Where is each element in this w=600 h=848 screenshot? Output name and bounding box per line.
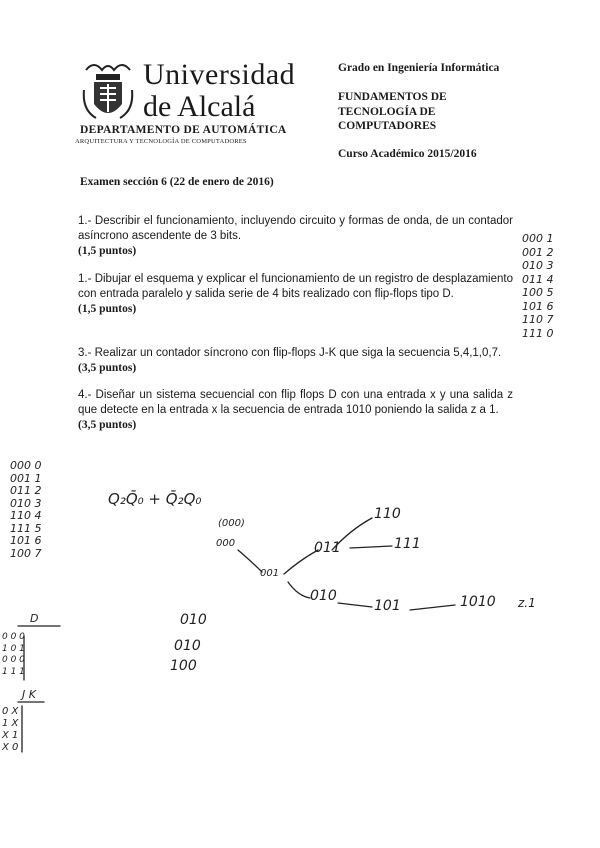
hand-row: 100 5: [522, 286, 554, 299]
state-000: 000: [216, 538, 236, 549]
hand-row: 0 X: [2, 706, 19, 717]
hand-row: 1 0 1: [2, 643, 25, 654]
output-z-1: z.1: [518, 596, 536, 610]
hand-row: 001 1: [10, 471, 42, 485]
question-points: (3,5 puntos): [78, 362, 137, 374]
hand-row: 0 0 0: [2, 632, 25, 642]
hand-row: 0 0 0: [2, 655, 25, 665]
hand-row: 110 4: [10, 509, 42, 522]
hand-row: 010 3: [522, 259, 554, 272]
department-subtitle: ARQUITECTURA Y TECNOLOGÍA DE COMPUTADORES: [75, 138, 247, 145]
state-110: 110: [374, 506, 401, 522]
department-name: DEPARTAMENTO DE AUTOMÁTICA: [80, 124, 287, 136]
state-010: 010: [310, 588, 337, 604]
question-text: 1.- Dibujar el esquema y explicar el funcionamiento de un registro de desplazamiento con entrada paralelo y salida serie de 4 bits realizado con flip-flops tipo D.: [78, 273, 513, 300]
question-points: (3,5 puntos): [78, 419, 137, 431]
hand-row: 111 5: [10, 521, 42, 535]
question-points: (1,5 puntos): [78, 245, 137, 257]
degree-name: Grado en Ingeniería Informática: [338, 62, 500, 74]
hand-row: 1 X: [2, 718, 19, 729]
hand-note-2: 010: [174, 638, 201, 654]
question-text: 4.- Diseñar un sistema secuencial con flip flops D con una entrada x y una salida z que detecte en la entrada x la secuencia de entrada 1010 poniendo la salida z a 1.: [78, 389, 513, 416]
d-table-header: D: [30, 612, 39, 625]
hand-row: 110 7: [522, 313, 554, 326]
subject-name: FUNDAMENTOS DE TECNOLOGÍA DE COMPUTADORES: [338, 91, 447, 132]
state-000-circled: (000): [218, 518, 245, 529]
state-001: 001: [260, 568, 280, 579]
hand-row: X 0: [2, 742, 19, 753]
hand-row: 001 2: [522, 245, 554, 259]
jk-table: [2, 706, 18, 754]
hand-row: 1 1 1: [2, 666, 25, 677]
hand-row: 011 4: [522, 272, 554, 286]
hand-row: X 1: [2, 730, 19, 741]
hand-row: 010 3: [10, 496, 42, 510]
hand-row: 000 0: [10, 459, 42, 472]
hand-note-1: 010: [180, 612, 207, 628]
hand-row: 101 6: [10, 534, 42, 547]
exam-title: Examen sección 6 (22 de enero de 2016): [80, 176, 274, 188]
question-text: 1.- Describir el funcionamiento, incluyendo circuito y formas de onda, de un contador asíncrono ascendente de 3 bits.: [78, 215, 513, 242]
hand-row: 011 2: [10, 484, 42, 497]
state-1010: 1010: [460, 594, 496, 610]
handwritten-expression: Q₂Q̄₀ + Q̄₂Q₀: [108, 490, 202, 508]
question-points: (1,5 puntos): [78, 303, 137, 315]
state-011: 011: [314, 540, 341, 556]
jk-table-header: J K: [22, 688, 36, 701]
university-name-line1: Universidad: [143, 58, 296, 91]
state-101: 101: [374, 598, 401, 614]
state-111: 111: [394, 536, 421, 552]
hand-row: 101 6: [522, 299, 554, 313]
d-table: [2, 632, 25, 678]
question-text: 3.- Realizar un contador síncrono con flip-flops J-K que siga la secuencia 5,4,1,0,7.: [78, 347, 502, 359]
hand-row: 000 1: [522, 232, 554, 245]
hand-note-3: 100: [170, 658, 197, 674]
university-name-line2: de Alcalá: [143, 90, 256, 123]
hand-row: 100 7: [10, 546, 42, 560]
academic-year: Curso Académico 2015/2016: [338, 148, 477, 160]
hand-row: 111 0: [522, 326, 554, 340]
